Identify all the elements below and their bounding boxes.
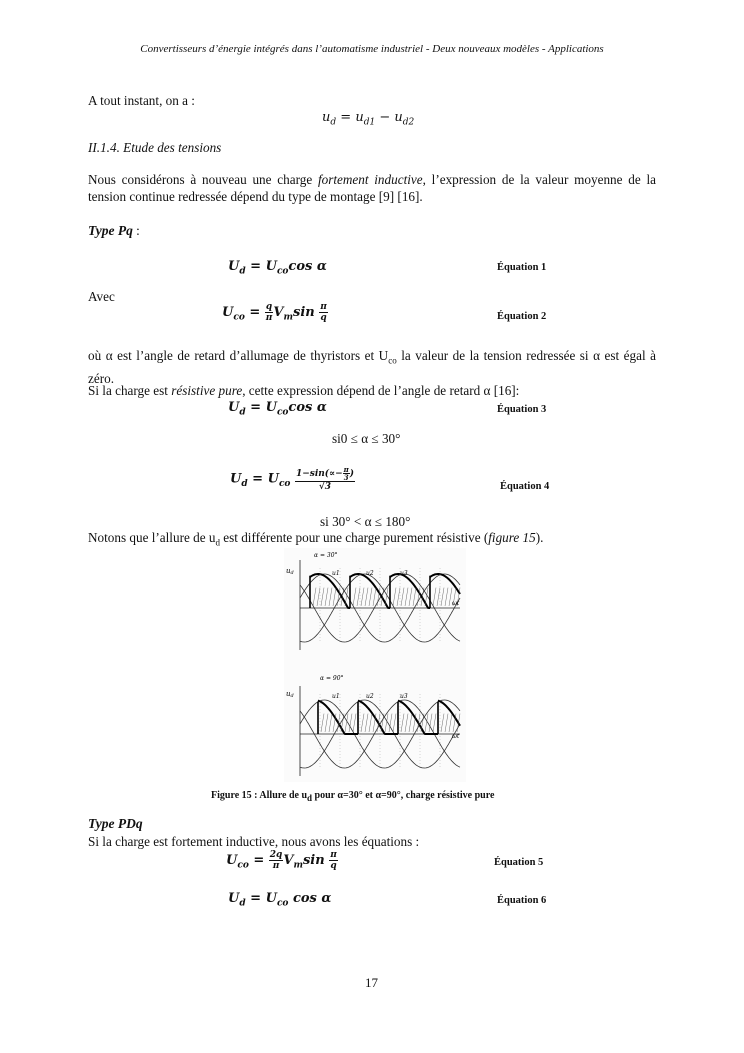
paragraph-3: Si la charge est résistive pure, cette expression dépend de l’angle de retard α [16]: [88, 383, 520, 398]
u1-label-bottom: u1 [332, 693, 340, 700]
equation-6: $U_d = U_{co}$ cos α [228, 891, 332, 909]
wt-axis-label-bottom: ωt [452, 733, 460, 740]
condition-2: si 30° < α ≤ 180° [320, 514, 411, 529]
u3-label-bottom: u3 [400, 693, 408, 700]
equation-4: $U_d = U_{co}$ 1−sin(∝− $\frac{\pi}{3}$ ) √3 [230, 465, 355, 492]
paragraph-1: Nous considérons à nouveau une charge fortement inductive, l’expression de la valeur moyenne de la tension continue redressée dépend du type de montage [9] [16]. [88, 172, 656, 204]
figure-15 [284, 548, 466, 782]
paragraph-2: où α est l’angle de retard d’allumage de thyristors et $U_{co}$ la valeur de la tension redressée si α est égal à zéro. [88, 348, 656, 386]
intro-text: A tout instant, on a : [88, 93, 195, 108]
equation-2-label: Équation 2 [497, 311, 547, 322]
equation-1-label: Équation 1 [497, 262, 547, 273]
equation-1: $U_d = U_{co}\cos$ α [228, 259, 327, 277]
condition-1: si0 ≤ α ≤ 30° [332, 431, 401, 446]
u2-label-top: u2 [366, 570, 374, 577]
page-number: 17 [365, 975, 378, 990]
type-pq-heading: Type Pq : [88, 223, 140, 238]
u2-label-bottom: u2 [366, 693, 374, 700]
u3-label-top: u3 [400, 570, 408, 577]
equation-3: $U_d = U_{co}\cos$ α [228, 400, 327, 418]
paragraph-4: Notons que l’allure de $u_d$ est différente pour une charge purement résistive (figure 15). [88, 530, 544, 548]
equation-5-label: Équation 5 [494, 857, 544, 868]
equation-ud: $u_d = u_{d1} - u_{d2}$ [322, 110, 415, 128]
ud-axis-label-top: ud [286, 567, 294, 576]
page-header: Convertisseurs d’énergie intégrés dans l’automatisme industriel - Deux nouveaux modèles - Applications [140, 43, 604, 55]
section-title: II.1.4. Etude des tensions [88, 140, 222, 155]
wt-axis-label-top: ωt [452, 600, 460, 607]
paragraph-5: Si la charge est fortement inductive, nous avons les équations : [88, 834, 420, 849]
equation-5: $U_{co}$ = $\frac{2q}{\pi}$ $V_m\sin$ $\frac{\pi}{q}$ [226, 850, 337, 871]
equation-6-label: Équation 6 [497, 895, 547, 906]
equation-4-label: Équation 4 [500, 481, 550, 492]
alpha-30-label: α = 30° [314, 552, 338, 559]
u1-label-top: u1 [332, 570, 340, 577]
figure-caption: Figure 15 : Allure de $u_d$ pour α=30° et α=90°, charge résistive pure [211, 790, 495, 803]
ud-axis-label-bottom: ud [286, 690, 294, 699]
alpha-90-label: α = 90° [320, 675, 344, 682]
type-pdq-heading: Type PDq [88, 816, 143, 831]
avec-text: Avec [88, 289, 115, 304]
equation-2: $U_{co}$ = $\frac{q}{\pi}$ $V_m\sin$ $\frac{\pi}{q}$ [222, 302, 327, 323]
equation-3-label: Équation 3 [497, 404, 547, 415]
